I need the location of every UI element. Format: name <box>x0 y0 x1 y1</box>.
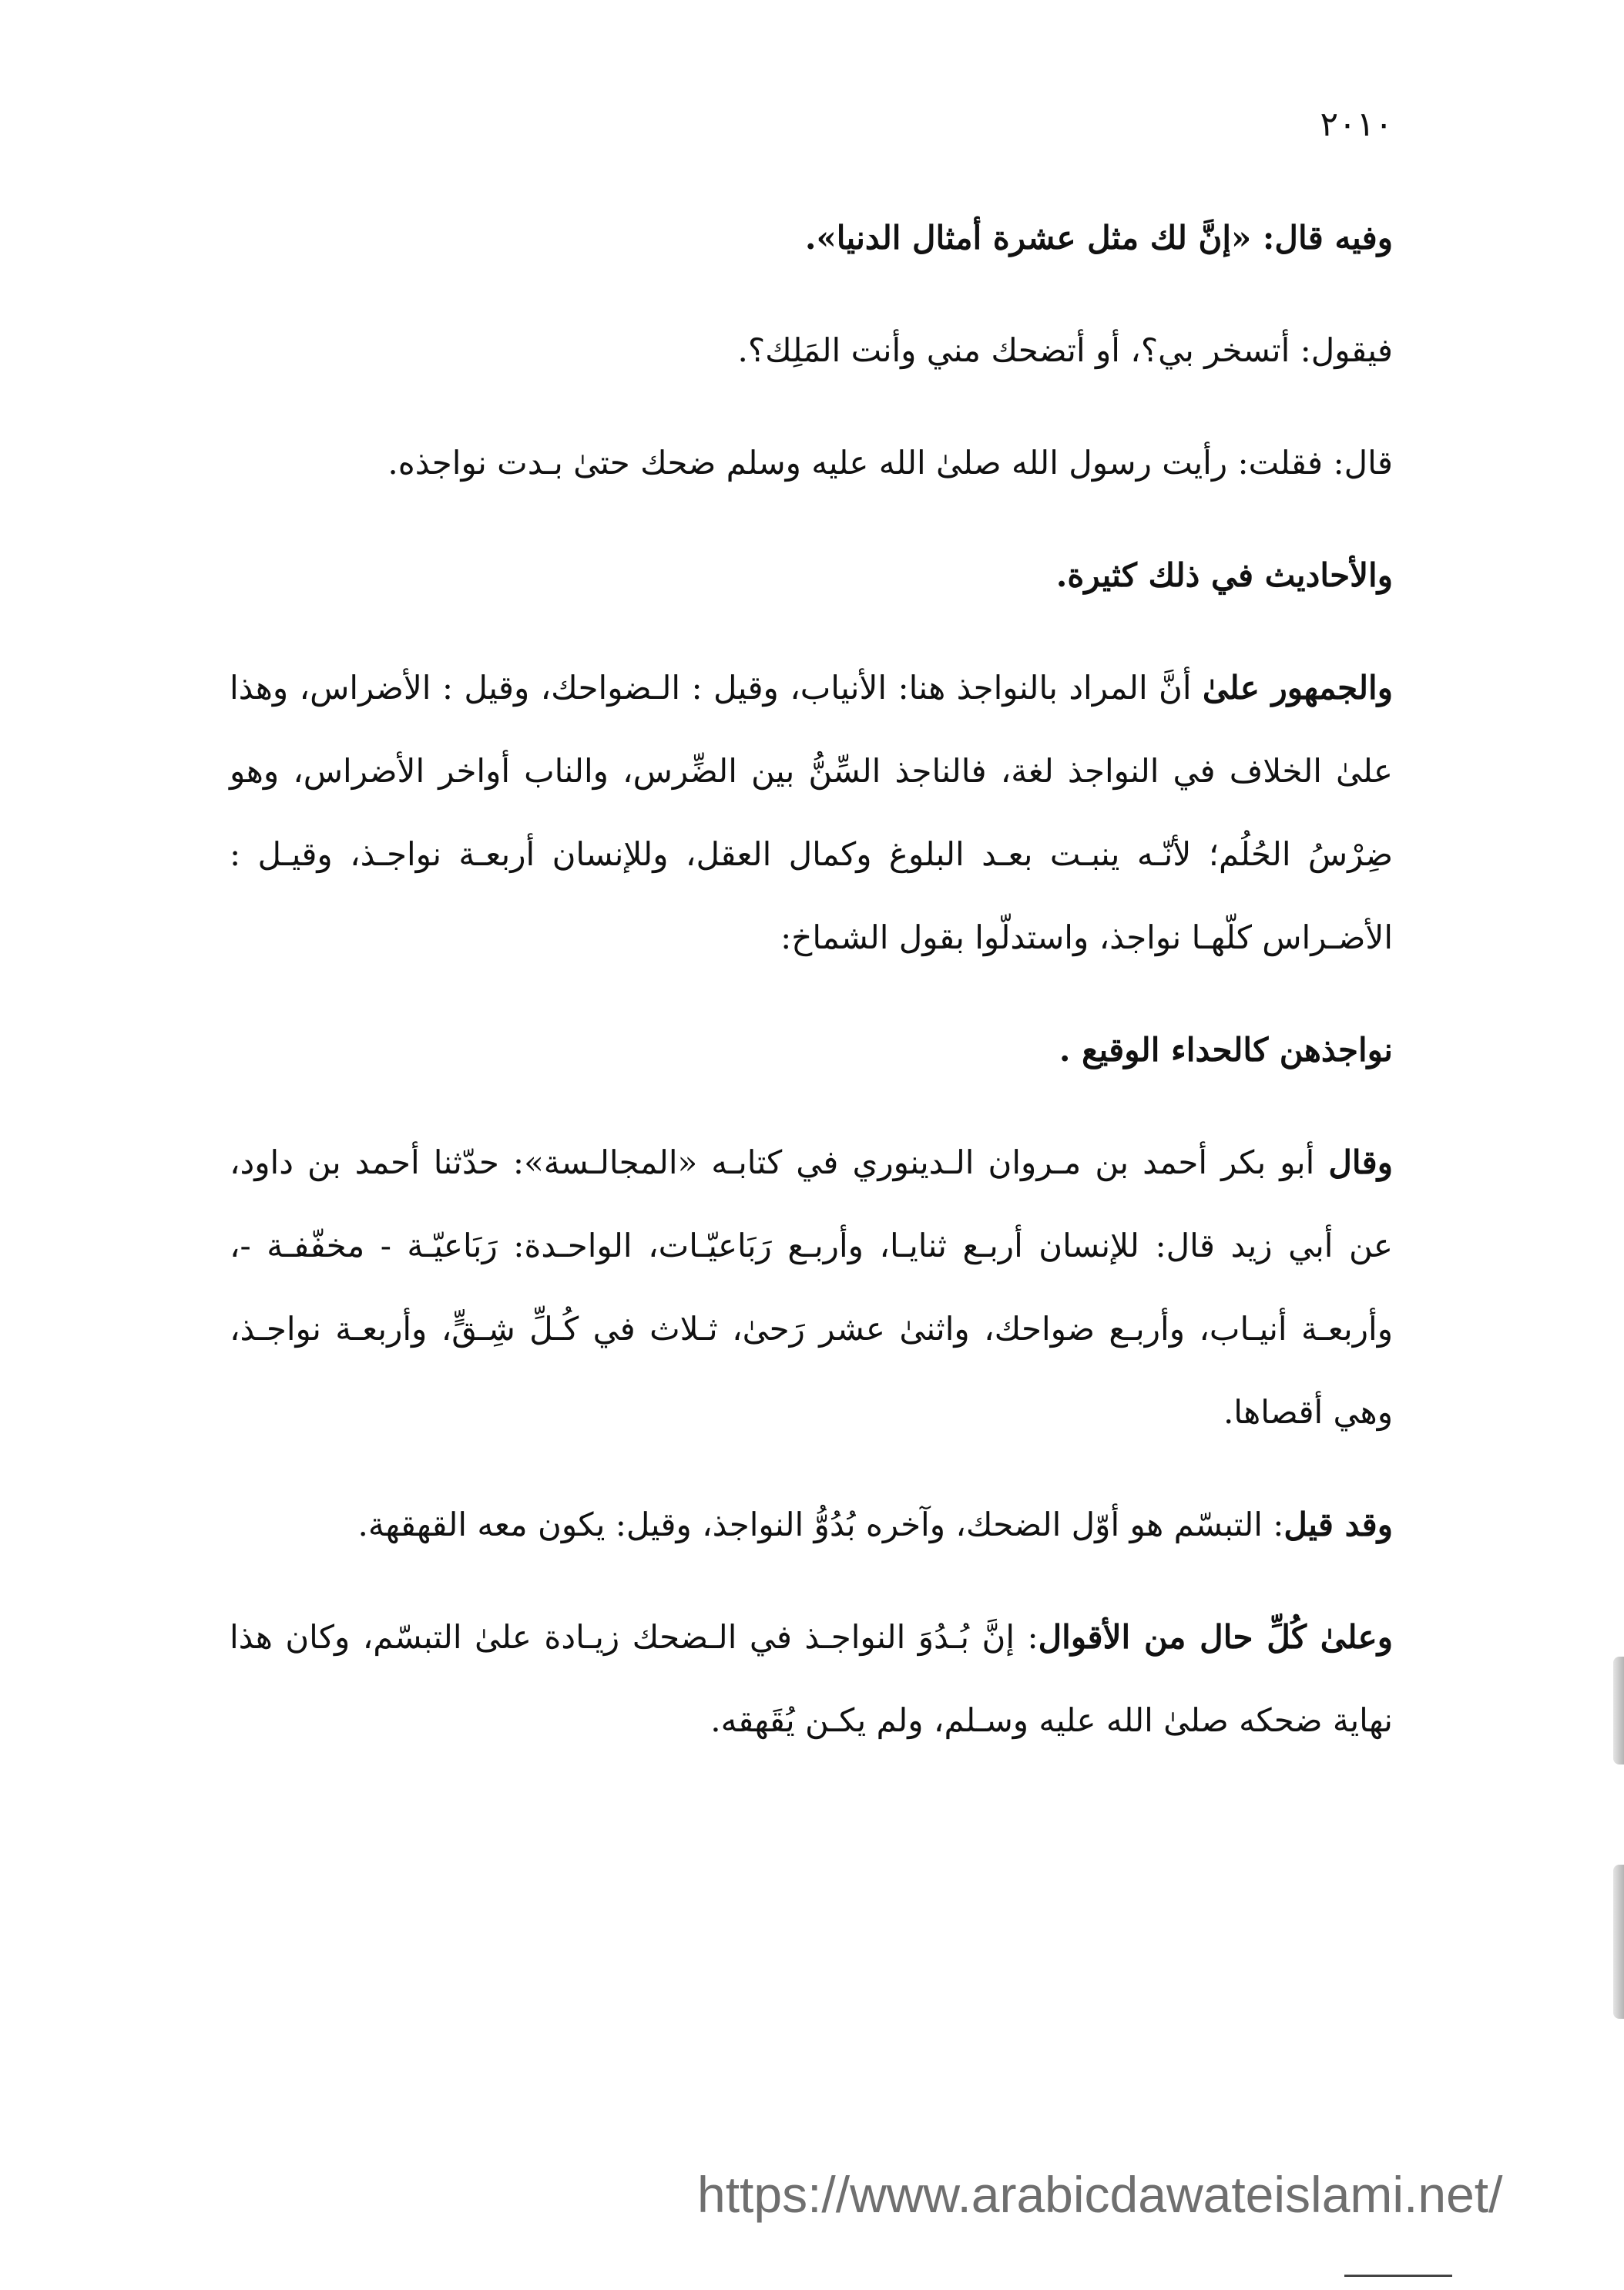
paragraph <box>230 646 1393 979</box>
verse-quote <box>230 1009 1393 1092</box>
paragraph <box>230 421 1393 505</box>
paragraph <box>230 534 1393 617</box>
paragraph-lead: والجمهور علىٰ <box>1202 669 1394 707</box>
paragraph-text: أبو بكر أحمد بن مـروان الـدينوري في كتابـه «المجالـسة»: حدّثنا أحمد بن داود، عن أبي زيد قال: للإنسان أربـع ثنايـا، وأربـع رَبَاعيّـات، الواحـدة: رَبَاعيّـة - مخفّفـة -، وأربعـة أنيـاب، وأربـع ضواحك، واثنىٰ عشر رَحىٰ، ثـلاث في كُـلِّ شِـقٍّ، وأربعـة نواجـذ، وهي أقصاها. <box>230 1143 1393 1431</box>
paragraph-lead: وقد قيل <box>1283 1506 1393 1543</box>
scan-edge-mark <box>1613 1657 1624 1765</box>
bottom-divider <box>1344 2275 1452 2277</box>
paragraph-text: : التبسّم هو أوّل الضحك، وآخره بُدُوُّ النواجذ، وقيل: يكون معه القهقهة. <box>357 1506 1284 1543</box>
paragraph <box>230 1121 1393 1454</box>
paragraph <box>230 196 1393 280</box>
paragraph <box>230 1596 1393 1762</box>
paragraph-text: قال: فقلت: رأيت رسول الله صلىٰ الله عليه وسلم ضحك حتىٰ بـدت نواجذه. <box>388 444 1393 482</box>
paragraph-text: : إنَّ بُـدُوَ النواجـذ في الـضحك زيـادة علىٰ التبسّم، وكان هذا نهاية ضحكه صلىٰ الله عليه وسـلم، ولم يكـن يُقَهقه. <box>230 1618 1393 1739</box>
paragraph-text: نواجذهن كالحداء الوقيع . <box>1059 1031 1393 1069</box>
paragraph-text: فيقول: أتسخر بي؟، أو أتضحك مني وأنت المَلِك؟. <box>737 331 1393 369</box>
main-text <box>230 196 1393 1791</box>
paragraph-text: أنَّ المراد بالنواجذ هنا: الأنياب، وقيل : الـضواحك، وقيل : الأضراس، وهذا علىٰ الخلاف في النواجذ لغة، فالناجذ السِّنُّ بين الضِّرس، والناب أواخر الأضراس، وهو ضِرْسُ الحُلُم؛ لأنّـه ينبـت بعـد البلوغ وكمال العقل، وللإنسان أربعـة نواجـذ، وقيـل : الأضـراس كلّهـا نواجذ، واستدلّوا بقول الشماخ: <box>230 669 1393 956</box>
paragraph-lead: وعلىٰ كُلِّ حال من الأقوال <box>1038 1618 1393 1656</box>
page-number: ٢٠١٠ <box>1320 105 1393 144</box>
scan-edge-mark <box>1613 1865 1624 2019</box>
paragraph <box>230 309 1393 392</box>
paragraph <box>230 1483 1393 1566</box>
watermark-url: https://www.arabicdawateislami.net/ <box>697 2166 1503 2223</box>
paragraph-lead: وقال <box>1328 1143 1393 1181</box>
paragraph-text: والأحاديث في ذلك كثيرة. <box>1055 556 1393 594</box>
paragraph-text: وفيه قال: «إنَّ لك مثل عشرة أمثال الدنيا». <box>804 219 1393 257</box>
